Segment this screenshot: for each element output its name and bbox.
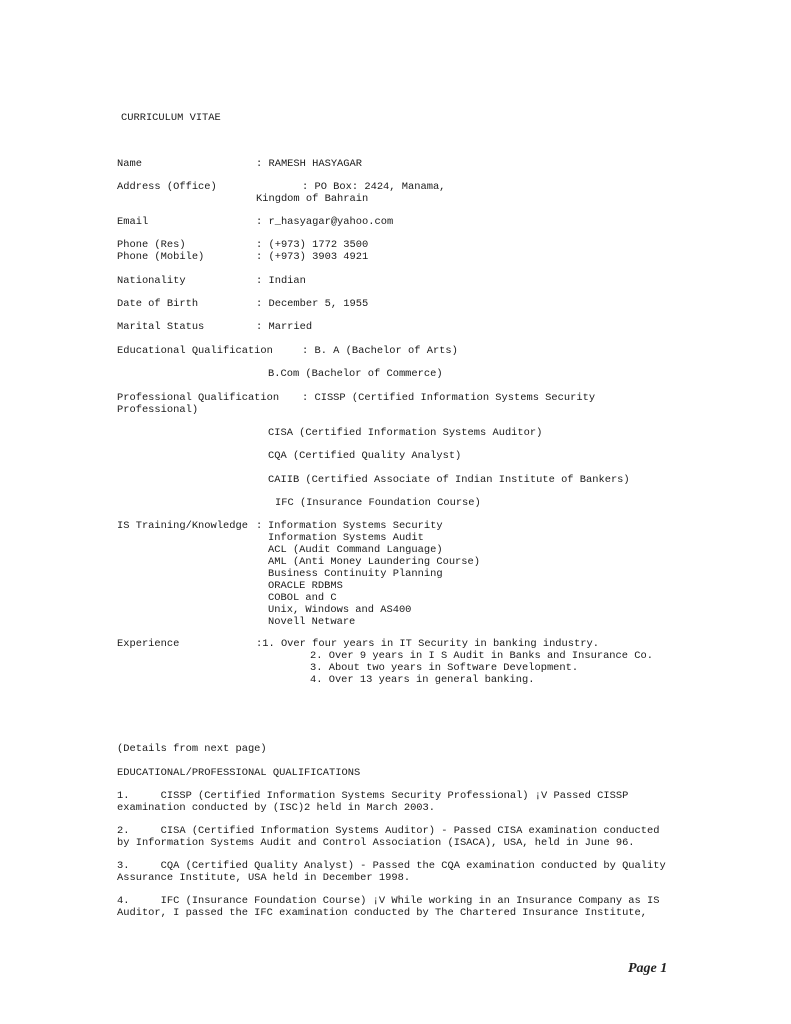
training-colon: : bbox=[256, 520, 263, 532]
qualification-3-line-1: 3. CQA (Certified Quality Analyst) - Passed the CQA examination conducted by Quality bbox=[117, 860, 666, 872]
qualification-1-line-1: 1. CISSP (Certified Information Systems Security Professional) ¡V Passed CISSP bbox=[117, 790, 629, 802]
email-label: Email bbox=[117, 216, 149, 228]
training-list bbox=[268, 520, 480, 628]
address-line-2: Kingdom of Bahrain bbox=[256, 193, 369, 205]
list-item: Information Systems Security bbox=[268, 520, 443, 532]
list-item: Business Continuity Planning bbox=[268, 568, 443, 580]
qualification-2-line-2: by Information Systems Audit and Control Association (ISACA), USA, held in June 96. bbox=[117, 837, 635, 849]
professional-value-1: : CISSP (Certified Information Systems Security bbox=[302, 392, 596, 404]
list-item: ORACLE RDBMS bbox=[268, 580, 343, 592]
education-value-2: B.Com (Bachelor of Commerce) bbox=[268, 368, 443, 380]
training-label: IS Training/Knowledge bbox=[117, 520, 248, 532]
list-item: AML (Anti Money Laundering Course) bbox=[268, 556, 481, 568]
experience-item-3: 3. About two years in Software Development. bbox=[310, 662, 579, 674]
professional-value-3: CQA (Certified Quality Analyst) bbox=[268, 450, 462, 462]
qualification-2-line-1: 2. CISA (Certified Information Systems Auditor) - Passed CISA examination conducted bbox=[117, 825, 660, 837]
nationality-value: : Indian bbox=[256, 275, 306, 287]
email-value: : r_hasyagar@yahoo.com bbox=[256, 216, 394, 228]
marital-label: Marital Status bbox=[117, 321, 205, 333]
page-number: Page 1 bbox=[628, 961, 668, 976]
document-title: CURRICULUM VITAE bbox=[121, 112, 221, 124]
experience-item-2: 2. Over 9 years in I S Audit in Banks and Insurance Co. bbox=[310, 650, 653, 662]
education-value-1: : B. A (Bachelor of Arts) bbox=[302, 345, 458, 357]
qualification-3-line-2: Assurance Institute, USA held in December 1998. bbox=[117, 872, 411, 884]
phone-res-value: : (+973) 1772 3500 bbox=[256, 239, 369, 251]
address-line-1: : PO Box: 2424, Manama, bbox=[302, 181, 446, 193]
qualification-4-line-2: Auditor, I passed the IFC examination conducted by The Chartered Insurance Institute, bbox=[117, 907, 648, 919]
details-note: (Details from next page) bbox=[117, 743, 267, 755]
qualifications-heading: EDUCATIONAL/PROFESSIONAL QUALIFICATIONS bbox=[117, 767, 361, 779]
professional-value-5: IFC (Insurance Foundation Course) bbox=[275, 497, 481, 509]
education-label: Educational Qualification bbox=[117, 345, 273, 357]
qualification-4-line-1: 4. IFC (Insurance Foundation Course) ¡V While working in an Insurance Company as IS bbox=[117, 895, 660, 907]
nationality-label: Nationality bbox=[117, 275, 186, 287]
name-value: : RAMESH HASYAGAR bbox=[256, 158, 363, 170]
dob-label: Date of Birth bbox=[117, 298, 199, 310]
phone-res-label: Phone (Res) bbox=[117, 239, 186, 251]
list-item: COBOL and C bbox=[268, 592, 337, 604]
phone-mobile-label: Phone (Mobile) bbox=[117, 251, 205, 263]
phone-mobile-value: : (+973) 3903 4921 bbox=[256, 251, 369, 263]
list-item: Unix, Windows and AS400 bbox=[268, 604, 412, 616]
name-label: Name bbox=[117, 158, 142, 170]
qualification-1-line-2: examination conducted by (ISC)2 held in March 2003. bbox=[117, 802, 436, 814]
experience-label: Experience bbox=[117, 638, 180, 650]
experience-item-1: :1. Over four years in IT Security in banking industry. bbox=[256, 638, 599, 650]
dob-value: : December 5, 1955 bbox=[256, 298, 369, 310]
professional-value-2: CISA (Certified Information Systems Auditor) bbox=[268, 427, 543, 439]
list-item: Novell Netware bbox=[268, 616, 356, 628]
address-label: Address (Office) bbox=[117, 181, 217, 193]
professional-value-4: CAIIB (Certified Associate of Indian Institute of Bankers) bbox=[268, 474, 630, 486]
list-item: Information Systems Audit bbox=[268, 532, 424, 544]
professional-label: Professional Qualification bbox=[117, 392, 280, 404]
professional-value-1-cont: Professional) bbox=[117, 404, 199, 416]
marital-value: : Married bbox=[256, 321, 313, 333]
list-item: ACL (Audit Command Language) bbox=[268, 544, 443, 556]
experience-item-4: 4. Over 13 years in general banking. bbox=[310, 674, 535, 686]
